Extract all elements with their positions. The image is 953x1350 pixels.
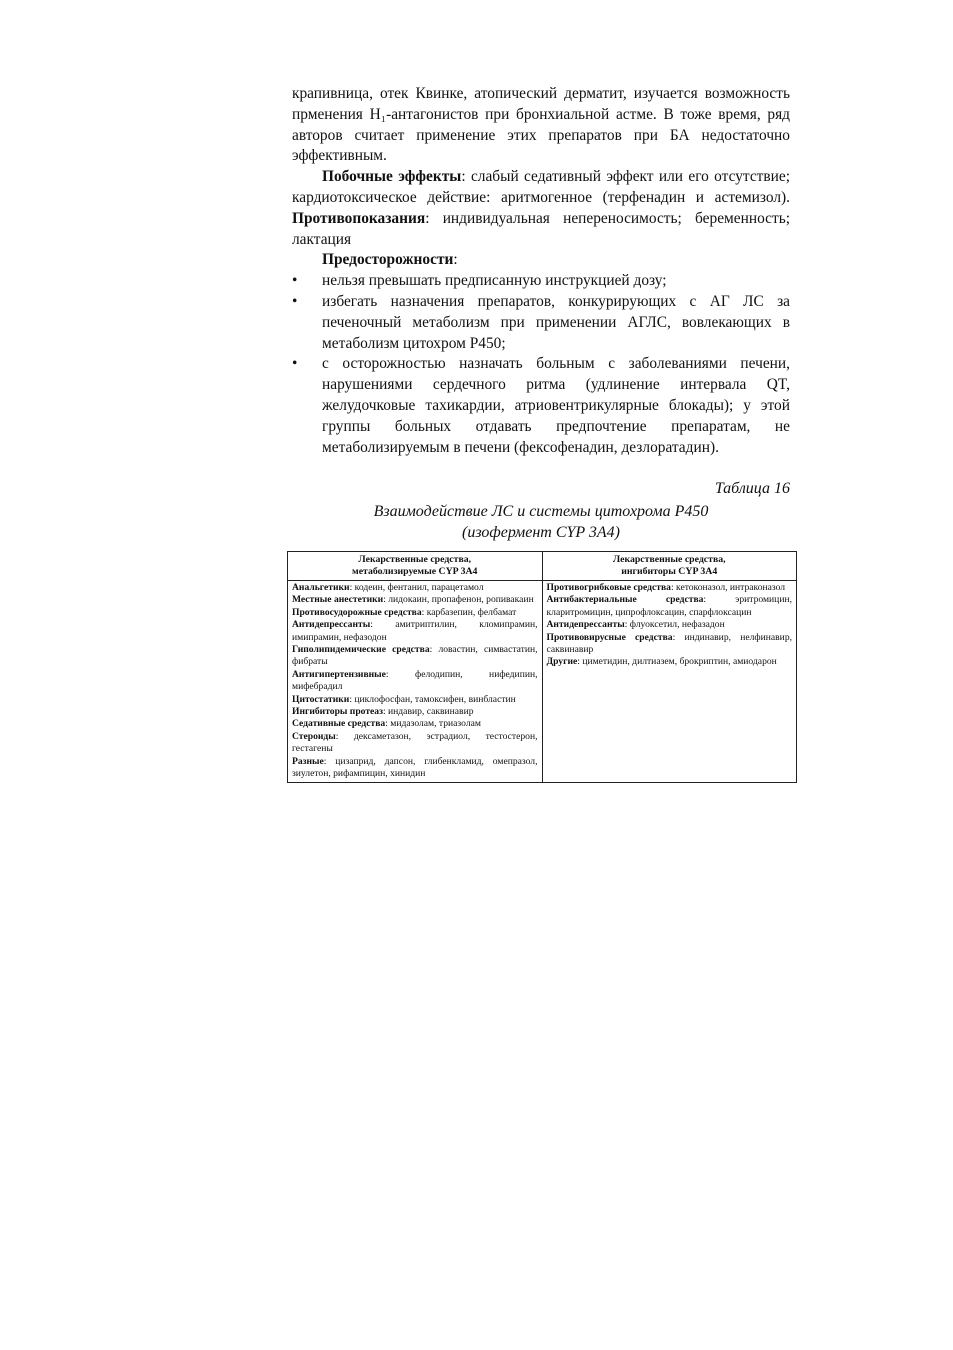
body-text (292, 84, 790, 458)
precautions-list (292, 271, 790, 458)
table-entry: Антибактериальные средства: эритромицин, кларитромицин, ципрофлоксацин, спарфлоксацин (546, 594, 792, 618)
column-header-metabolized: Лекарственные средства, метаболизируемые CYP 3A4 (288, 552, 543, 581)
table-entry: Антидепрессанты: амитриптилин, кломипрамин, имипрамин, нефазодон (292, 619, 538, 643)
table-entry: Разные: цизаприд, дапсон, глибенкламид, омепразол, зиулетон, рифампицин, хинидин (292, 755, 538, 780)
side-effects-text: : слабый седативный эффект или его отсутствие; кардиотоксическое действие: аритмогенное (терфенадин и астемизол). (292, 168, 790, 206)
table-entry: Гиполипидемические средства: ловастин, симвастатин, фибраты (292, 644, 538, 668)
table-entry: Седативные средства: мидазолам, триазолам (292, 718, 481, 730)
cyp3a4-table (287, 551, 797, 783)
column-header-inhibitors: Лекарственные средства, ингибиторы CYP 3A4 (542, 552, 797, 581)
table-entry: Ингибиторы протеаз: индавир, саквинавир (292, 706, 474, 718)
table-entry: Другие: циметидин, дилтиазем, брокриптин, амиодарон (546, 656, 777, 668)
intro-paragraph: крапивница, отек Квинке, атопический дерматит, изучается возможность прменения H₁-антагонистов при бронхиальной астме. В тоже время, ряд авторов считает применение этих препаратов при БА недостаточно эффективным. (292, 85, 790, 165)
inhibitors-cell (542, 581, 797, 783)
table-entry: Антидепрессанты: флуоксетил, нефазадон (546, 619, 725, 631)
table-entry: Противосудорожные средства: карбазепин, фелбамат (292, 606, 517, 618)
contraindications-text: : индивидуальная непереносимость; беременность; лактация (292, 209, 790, 248)
table-entry: Стероиды: дексаметазон, эстрадиол, тестостерон, гестагены (292, 730, 538, 755)
table-entry: Антигипертензивные: фелодипин, нифедипин, мифебрадил (292, 668, 538, 693)
contraindications-label: Противопоказания (292, 209, 426, 227)
table-entry: Противогрибковые средства: кетоконазол, интраконазол (546, 582, 786, 593)
metabolized-cell (288, 581, 543, 783)
list-item: • нельзя превышать предписанную инструкцией дозу; (292, 271, 790, 292)
side-effects-label: Побочные эффекты (322, 168, 462, 186)
list-item: • избегать назначения препаратов, конкурирующих с АГ ЛС за печеночный метаболизм при применении АГЛС, вовлекающих в метаболизм цитохром Р450; (292, 292, 790, 354)
table-title: Взаимодействие ЛС и системы цитохрома Р450 (изофермент CYP 3A4) (373, 503, 709, 541)
side-effects-paragraph (292, 167, 790, 250)
table-entry: Противовирусные средства: индинавир, нелфинавир, саквинавир (546, 631, 793, 656)
precautions-heading: Предосторожности: (322, 251, 458, 269)
list-item: • с осторожностью назначать больным с заболеваниями печени, нарушениями сердечного ритма (удлинение интервала QT, желудочковые тахикардии, атриовентрикулярные блокады); у этой группы больных отдавать предпочтение препаратам, не метаболизируемым в печени (фексофенадин, дезлоратадин). (292, 354, 790, 458)
table-entry: Цитостатики: циклофосфан, тамоксифен, винбластин (292, 693, 516, 705)
table-entry: Анальгетики: кодеин, фентанил, парацетамол (292, 582, 484, 593)
table-number: Таблица 16 (714, 480, 790, 497)
table-entry: Местные анестетики: лидокаин, пропафенон, ропивакаин (292, 594, 534, 606)
